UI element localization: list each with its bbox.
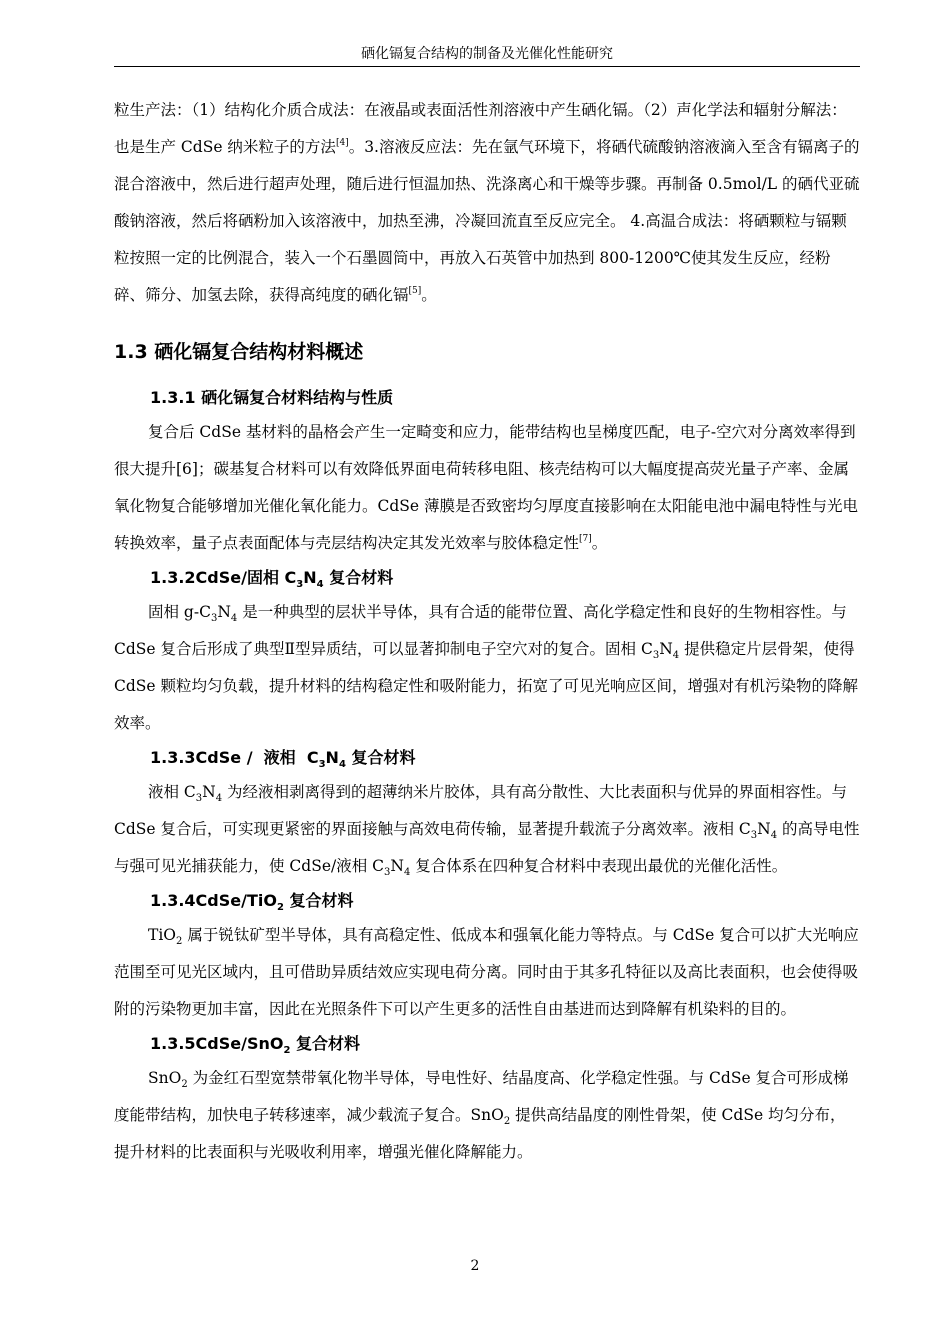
intro-text-b: 。3.溶液反应法：先在氩气环境下，将硒代硫酸钠溶液滴入至含有镉离子的混合溶液中，然后进行超声处理，随后进行恒温加热、洗涤离心和干燥等步骤。再制备 0.5mol/L 的硒代亚硫酸钠溶液，然后将硒粉加入该溶液中，加热至沸，冷凝回流直至反应完全。 4.高温合成法：将硒颗粒与镉颗粒按照一定的比例混合，装入一个石墨圆筒中，再放入石英管中加热到 800-1200℃使其发生反应，经粉碎、筛分、加氢去除，获得高纯度的硒化镉: [114, 138, 860, 304]
sub-1-3-3-4: 4: [770, 830, 778, 841]
text-1-3-4-2: 属于锐钛矿型半导体，具有高稳定性、低成本和强氧化能力等特点。与 CdSe 复合可以扩大光响应范围至可见光区域内，且可借助异质结效应实现电荷分离。同时由于其多孔特征以及高比表面积，也会使得吸附的污染物更加丰富，因此在光照条件下可以产生更多的活性自由基进而达到降解有机染料的目的。: [114, 926, 859, 1018]
paragraph-1-3-4: [114, 917, 860, 1028]
paragraph-1-3-5: [114, 1060, 860, 1171]
heading-1-3-5-a: 1.3.5CdSe/SnO: [150, 1034, 284, 1053]
sub-1-3-4-1: 2: [176, 936, 183, 947]
heading-1-3-2-sub2: 4: [316, 579, 324, 590]
text-1-3-2-3: 提供稳定片层骨架，使得 CdSe 颗粒均匀负载，提升材料的结构稳定性和吸附能力，拓宽了可见光响应区间，增强对有机污染物的降解效率。: [114, 640, 859, 732]
sub-1-3-3-1: 3: [195, 793, 203, 804]
heading-1-3-3-b: N: [325, 748, 339, 767]
citation-4: [4]: [335, 138, 349, 148]
heading-1-3-3-sub2: 4: [338, 759, 346, 770]
intro-text-a: 粒生产法：（1）结构化介质合成法：在液晶或表面活性剂溶液中产生硒化镉。（2）声化学法和辐射分解法：也是生产 CdSe 纳米粒子的方法: [114, 101, 847, 156]
sub-1-3-2-1: 3: [210, 613, 218, 624]
running-header: 硒化镉复合结构的制备及光催化性能研究: [361, 46, 613, 62]
text-1-3-3-2: 为经液相剥离得到的超薄纳米片胶体，具有高分散性、大比表面积与优异的界面相容性。与 CdSe 复合后，可实现更紧密的界面接触与高效电荷传输，显著提升载流子分离效率。液相 C: [114, 783, 848, 838]
text-1-3-5-1: SnO: [148, 1069, 182, 1087]
heading-1-3-2-sub1: 3: [296, 579, 304, 590]
sub-1-3-5-1: 2: [181, 1079, 188, 1090]
text-1-3-4-1: TiO: [148, 926, 177, 944]
sub-1-3-3-3: 3: [750, 830, 758, 841]
text-1-3-2-1: 固相 g-C: [148, 603, 211, 621]
text-1-3-2-2b: N: [659, 640, 673, 658]
paragraph-1-3-1: [114, 414, 860, 562]
heading-1-3-2-c: 复合材料: [323, 568, 394, 587]
sub-1-3-2-4: 4: [672, 650, 680, 661]
heading-1-3-2-b: N: [303, 568, 317, 587]
text-1-3-3-1: 液相 C: [148, 783, 196, 801]
heading-1-3-4-sub: 2: [276, 902, 284, 913]
text-1-3-3-3: 的高导电性与强可见光捕获能力，使 CdSe/液相 C: [114, 820, 860, 875]
text-1-3-1-end: 。: [591, 534, 608, 552]
page-number: 2: [470, 1258, 480, 1274]
sub-1-3-3-6: 4: [403, 867, 411, 878]
intro-paragraph: [114, 92, 860, 314]
page-content: [114, 92, 860, 1171]
heading-1-3-2-a: 1.3.2CdSe/固相 C: [150, 568, 297, 587]
sub-1-3-5-2: 2: [503, 1116, 511, 1127]
text-1-3-1: 复合后 CdSe 基材料的晶格会产生一定畸变和应力，能带结构也呈梯度匹配，电子-空穴对分离效率得到很大提升[6]；碳基复合材料可以有效降低界面电荷转移电阻、核壳结构可以大幅度提高荧光量子产率、金属氧化物复合能够增加光催化氧化能力。CdSe 薄膜是否致密均匀厚度直接影响在太阳能电池中漏电特性与光电转换效率，量子点表面配体与壳层结构决定其发光效率与胶体稳定性: [114, 423, 859, 552]
sub-1-3-3-5: 3: [384, 867, 391, 878]
section-heading-1-3-2: [114, 562, 860, 594]
sub-1-3-3-2: 4: [215, 793, 223, 804]
text-1-3-5-3: 提供高结晶度的刚性骨架，使 CdSe 均匀分布，提升材料的比表面积与光吸收利用率，增强光催化降解能力。: [114, 1106, 846, 1161]
sub-1-3-2-2: 4: [230, 613, 238, 624]
text-1-3-3-1b: N: [202, 783, 216, 801]
text-1-3-3-4: 复合体系在四种复合材料中表现出最优的光催化活性。: [410, 857, 788, 875]
sub-1-3-2-3: 3: [652, 650, 660, 661]
heading-1-3-3-a: 1.3.3CdSe / 液相 C: [150, 748, 319, 767]
heading-1-3-3-sub1: 3: [318, 759, 326, 770]
citation-7: [7]: [579, 534, 592, 544]
section-heading-1-3-4: [114, 885, 860, 917]
intro-text-c: 。: [421, 286, 437, 304]
section-heading-1-3-3: [114, 742, 860, 774]
heading-1-3-3-c: 复合材料: [345, 748, 416, 767]
section-heading-1-3-1: 1.3.1 硒化镉复合材料结构与性质: [150, 388, 394, 407]
text-1-3-2-1b: N: [217, 603, 231, 621]
heading-1-3-5-sub: 2: [283, 1045, 291, 1056]
paragraph-1-3-3: [114, 774, 860, 885]
section-heading-1-3: 1.3 硒化镉复合结构材料概述: [114, 341, 364, 363]
text-1-3-5-2: 为金红石型宽禁带氧化物半导体，导电性好、结晶度高、化学稳定性强。与 CdSe 复合可形成梯度能带结构，加快电子转移速率，减少载流子复合。SnO: [114, 1069, 849, 1124]
paragraph-1-3-2: [114, 594, 860, 742]
text-1-3-3-2b: N: [757, 820, 771, 838]
heading-1-3-4-a: 1.3.4CdSe/TiO: [150, 891, 277, 910]
heading-1-3-5-c: 复合材料: [290, 1034, 361, 1053]
text-1-3-2-2: 是一种典型的层状半导体，具有合适的能带位置、高化学稳定性和良好的生物相容性。与 CdSe 复合后形成了典型Ⅱ型异质结，可以显著抑制电子空穴对的复合。固相 C: [114, 603, 847, 658]
header-rule: [114, 66, 860, 67]
citation-5: [5]: [408, 286, 422, 296]
text-1-3-3-3b: N: [390, 857, 404, 875]
heading-1-3-4-c: 复合材料: [283, 891, 354, 910]
section-heading-1-3-5: [114, 1028, 860, 1060]
